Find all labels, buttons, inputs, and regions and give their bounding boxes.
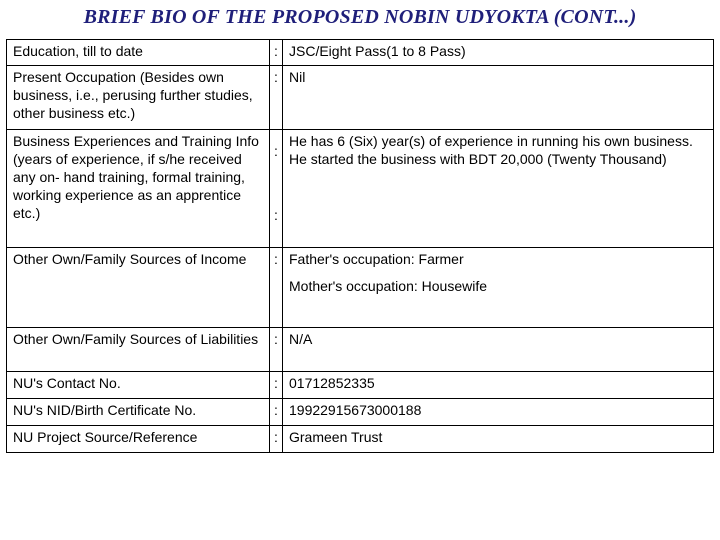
- row-value-project-source: Grameen Trust: [283, 426, 714, 453]
- row-label-project-source: NU Project Source/Reference: [7, 426, 270, 453]
- row-label-present-occupation: Present Occupation (Besides own business, i.e., perusing further studies, other business etc.): [7, 66, 270, 130]
- row-value-liabilities: N/A: [283, 328, 714, 372]
- table-row: [7, 66, 714, 130]
- table-row: [7, 399, 714, 426]
- row-label-nid: NU's NID/Birth Certificate No.: [7, 399, 270, 426]
- row-colon-group: [270, 130, 283, 248]
- row-label-contact: NU's Contact No.: [7, 372, 270, 399]
- row-label-income-sources: Other Own/Family Sources of Income: [7, 248, 270, 328]
- row-colon: :: [270, 66, 283, 130]
- row-colon: :: [270, 248, 283, 328]
- row-value-contact: 01712852335: [283, 372, 714, 399]
- table-row: [7, 328, 714, 372]
- table-row: [7, 130, 714, 248]
- row-value-education: JSC/Eight Pass(1 to 8 Pass): [283, 40, 714, 66]
- row-value-present-occupation: Nil: [283, 66, 714, 130]
- page-title: BRIEF BIO OF THE PROPOSED NOBIN UDYOKTA (CONT...): [83, 6, 637, 28]
- row-colon: :: [270, 399, 283, 426]
- bio-table: [6, 39, 714, 453]
- row-label-business-experience: Business Experiences and Training Info (years of experience, if s/he received any on- hand training, formal training, working experience as an apprentice etc.): [7, 130, 270, 248]
- row-colon: :: [270, 40, 283, 66]
- row-colon: :: [270, 328, 283, 372]
- row-label-education: Education, till to date: [7, 40, 270, 66]
- father-occupation: Father's occupation: Farmer: [289, 251, 464, 267]
- row-colon: :: [270, 426, 283, 453]
- row-value-nid: 19922915673000188: [283, 399, 714, 426]
- table-row: [7, 372, 714, 399]
- row-colon: :: [270, 372, 283, 399]
- table-row: [7, 426, 714, 453]
- row-value-business-experience: He has 6 (Six) year(s) of experience in running his own business. He started the business with BDT 20,000 (Twenty Thousand): [283, 130, 714, 248]
- table-row: [7, 40, 714, 66]
- table-row: [7, 248, 714, 328]
- row-colon-bottom: :: [274, 207, 278, 223]
- mother-occupation: Mother's occupation: Housewife: [289, 278, 487, 294]
- row-label-liabilities: Other Own/Family Sources of Liabilities: [7, 328, 270, 372]
- row-colon: :: [274, 143, 278, 159]
- row-value-income-sources: [283, 248, 714, 328]
